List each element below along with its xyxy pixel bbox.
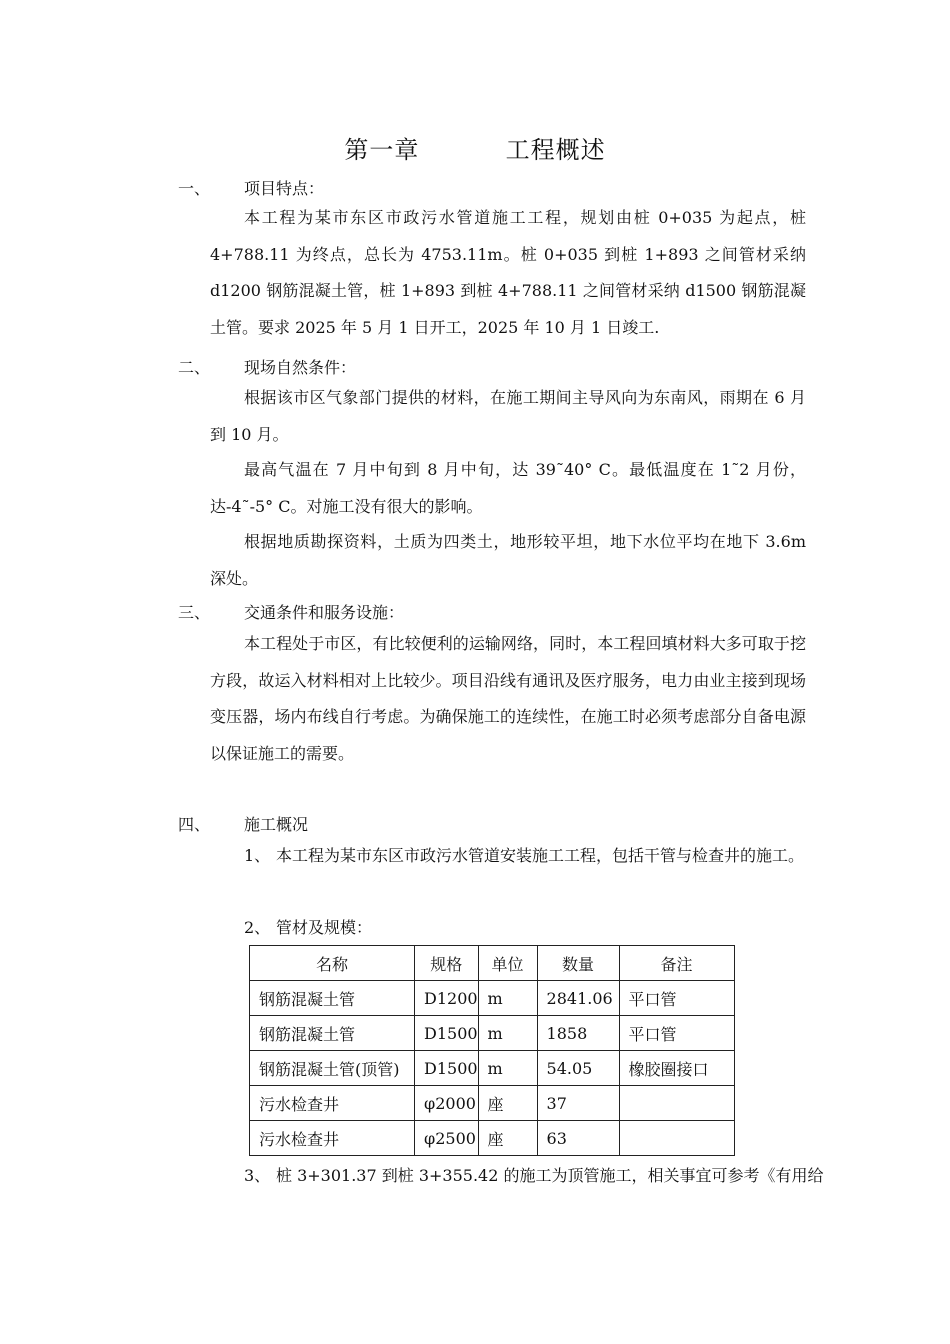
column-header: 单位 [478,946,537,981]
table-cell: φ2000 [415,1086,479,1121]
list-item-text: 管材及规模： [276,918,373,937]
list-item-number: 1、 [244,846,271,865]
table-cell: 钢筋混凝土管 [250,1016,415,1051]
table-cell: 座 [478,1121,537,1156]
chapter-title: 第一章 工程概述 [344,136,606,164]
column-header: 名称 [250,946,415,981]
list-item [244,1158,838,1194]
table-cell: 污水检查井 [250,1086,415,1121]
table-cell [619,1121,734,1156]
column-header: 备注 [619,946,734,981]
table-cell: 1858 [537,1016,619,1051]
list-item-text: 桩 3+301.37 到桩 3+355.42 的施工为顶管施工，相关事宜可参考《有用给 [276,1166,824,1185]
table-cell [619,1086,734,1121]
table-row [250,981,735,1016]
column-header: 数量 [537,946,619,981]
list-item [244,838,838,874]
table-cell: φ2500 [415,1121,479,1156]
table-cell: 37 [537,1086,619,1121]
section-number: 一、 [178,179,211,198]
paragraph: 本工程为某市东区市政污水管道施工工程，规划由桩 0+035 为起点，桩4+788.11 为终点，总长为 4753.11m。桩 0+035 到桩 1+893 之间管材采纳 d1200 钢筋混凝土管，桩 1+893 到桩 4+788.11 之间管材采纳 d1500 钢筋混凝土管。要求 2025 年 5 月 1 日开工，2025 年 10 月 1 日竣工. [210,208,806,337]
table-cell: 63 [537,1121,619,1156]
paragraph: 根据该市区气象部门提供的材料，在施工期间主导风向为东南风，雨期在 6 月到 10 月。 [210,388,806,444]
table-cell: 2841.06 [537,981,619,1016]
table-row [250,1086,735,1121]
section-heading: 现场自然条件： [244,358,357,377]
pipe-spec-table [249,945,735,1156]
paragraph: 最高气温在 7 月中旬到 8 月中旬，达 39˜40° C。最低温度在 1˜2 月份，达-4˜-5° C。对施工没有很大的影响。 [210,460,806,516]
section-heading: 施工概况 [244,815,309,834]
table-cell: 污水检查井 [250,1121,415,1156]
table-row [250,1051,735,1086]
list-item-text: 本工程为某市东区市政污水管道安装施工工程，包括干管与检查井的施工。 [276,846,805,865]
table-cell: 钢筋混凝土管 [250,981,415,1016]
section-number: 三、 [178,603,211,622]
section-number: 二、 [178,358,211,377]
list-item [244,910,838,946]
table-row [250,1016,735,1051]
list-item-number: 2、 [244,918,271,937]
table-cell: 54.05 [537,1051,619,1086]
table-cell: 橡胶圈接口 [619,1051,734,1086]
table-cell: 座 [478,1086,537,1121]
table-cell: D1500 [415,1051,479,1086]
section-heading: 交通条件和服务设施： [244,603,405,622]
table-cell: m [478,1051,537,1086]
table-row [250,1121,735,1156]
section-heading: 项目特点： [244,179,325,198]
table-cell: 平口管 [619,1016,734,1051]
column-header: 规格 [415,946,479,981]
table-cell: 平口管 [619,981,734,1016]
table-header-row [250,946,735,981]
table-cell: 钢筋混凝土管(顶管) [250,1051,415,1086]
list-item-number: 3、 [244,1166,271,1185]
paragraph: 本工程处于市区，有比较便利的运输网络，同时，本工程回填材料大多可取于挖方段，故运入材料相对上比较少。项目沿线有通讯及医疗服务，电力由业主接到现场变压器，场内布线自行考虑。为确保施工的连续性，在施工时必须考虑部分自备电源以保证施工的需要。 [210,634,806,763]
table-cell: D1500 [415,1016,479,1051]
table-cell: D1200 [415,981,479,1016]
table-cell: m [478,1016,537,1051]
paragraph: 根据地质勘探资料，土质为四类土，地形较平坦，地下水位平均在地下 3.6m 深处。 [210,532,806,588]
table-cell: m [478,981,537,1016]
section-number: 四、 [178,815,211,834]
